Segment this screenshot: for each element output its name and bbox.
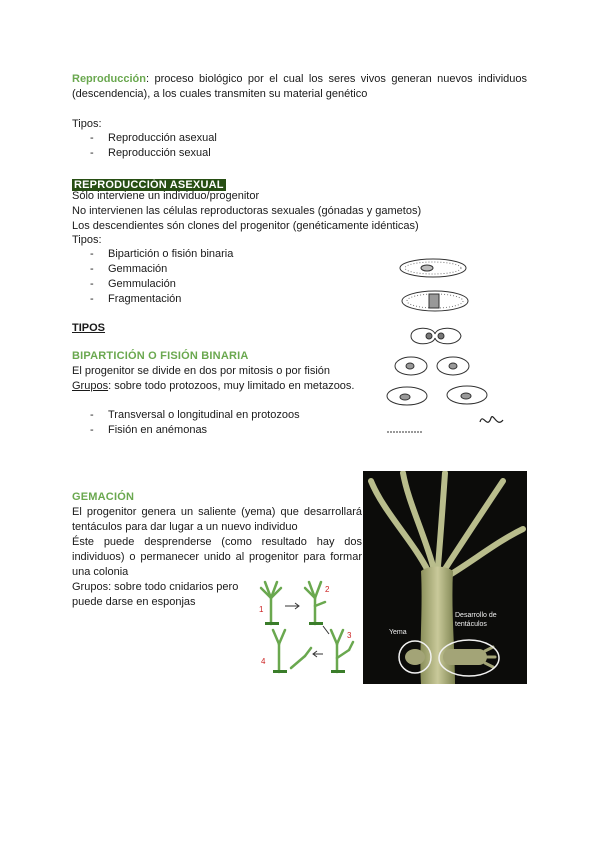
intro-definition: : proceso biológico por el cual los seres vivos generan nuevos individuos (descendencia), a los cuales transmiten su material genético bbox=[72, 73, 527, 100]
cell-shape bbox=[411, 328, 461, 344]
hydra-budding-diagram bbox=[257, 576, 357, 678]
paramecium-fission-illustration bbox=[383, 252, 513, 440]
list-item: - Transversal o longitudinal en protozoos bbox=[72, 408, 372, 423]
tipos-heading: TIPOS bbox=[72, 322, 106, 334]
grupos-label: Grupos bbox=[72, 380, 109, 392]
grupos-text: : sobre todo protozoos, muy limitado en metazoos. bbox=[108, 380, 355, 392]
hydra-photo-art bbox=[363, 471, 527, 684]
list-item: - Fisión en anémonas bbox=[72, 423, 372, 438]
hydra-photo bbox=[363, 471, 527, 684]
tipos-general-label: Tipos: bbox=[72, 118, 102, 130]
list-item: - Fragmentación bbox=[72, 292, 372, 307]
gemacion-para-1: El progenitor genera un saliente (yema) que desarrollará tentáculos para dar lugar a un nuevo individuo bbox=[72, 506, 362, 533]
list-item: - Gemmación bbox=[72, 262, 372, 277]
tipos-general-list bbox=[72, 131, 372, 161]
asexual-line-2: No intervienen las células reproductoras sexuales (gónadas y gametos) bbox=[72, 205, 422, 217]
gemacion-grupos: Grupos: sobre todo cnidarios pero puede darse en esponjas bbox=[72, 581, 239, 608]
biparticion-list bbox=[72, 408, 372, 438]
stage-number: 3 bbox=[347, 631, 352, 640]
list-item: - Gemmulación bbox=[72, 277, 372, 292]
biparticion-line-1: El progenitor se divide en dos por mitosis o por fisión bbox=[72, 365, 331, 377]
stage-number: 1 bbox=[259, 605, 264, 614]
biparticion-heading: BIPARTICIÓN O FISIÓN BINARIA bbox=[72, 350, 249, 362]
list-item: - Reproducción asexual bbox=[72, 131, 372, 146]
list-item: - Reproducción sexual bbox=[72, 146, 372, 161]
stage-number: 4 bbox=[261, 657, 266, 666]
hydra-label-yema: Yema bbox=[389, 629, 407, 636]
asexual-tipos-label: Tipos: bbox=[72, 234, 102, 246]
hydra-label-desarrollo: Desarrollo de tentáculos bbox=[455, 612, 497, 628]
stage-number: 2 bbox=[325, 585, 330, 594]
asexual-line-1: Sólo interviene un individuo/progenitor bbox=[72, 190, 260, 202]
gemacion-para-2: Éste puede desprenderse (como resultado hay dos individuos) o permanecer unido al progenitor para formar una colonia bbox=[72, 536, 362, 578]
asexual-heading: REPRODUCCIÓN ASEXUAL bbox=[74, 179, 224, 191]
asexual-line-3: Los descendientes són clones del progenitor (genéticamente idénticas) bbox=[72, 220, 419, 232]
intro-paragraph bbox=[72, 72, 527, 102]
intro-term: Reproducción bbox=[72, 73, 146, 85]
gemacion-heading: GEMACIÓN bbox=[72, 491, 135, 503]
asexual-tipos-list bbox=[72, 247, 372, 307]
biparticion-grupos bbox=[72, 379, 354, 394]
list-item: - Bipartición o fisión binaria bbox=[72, 247, 372, 262]
